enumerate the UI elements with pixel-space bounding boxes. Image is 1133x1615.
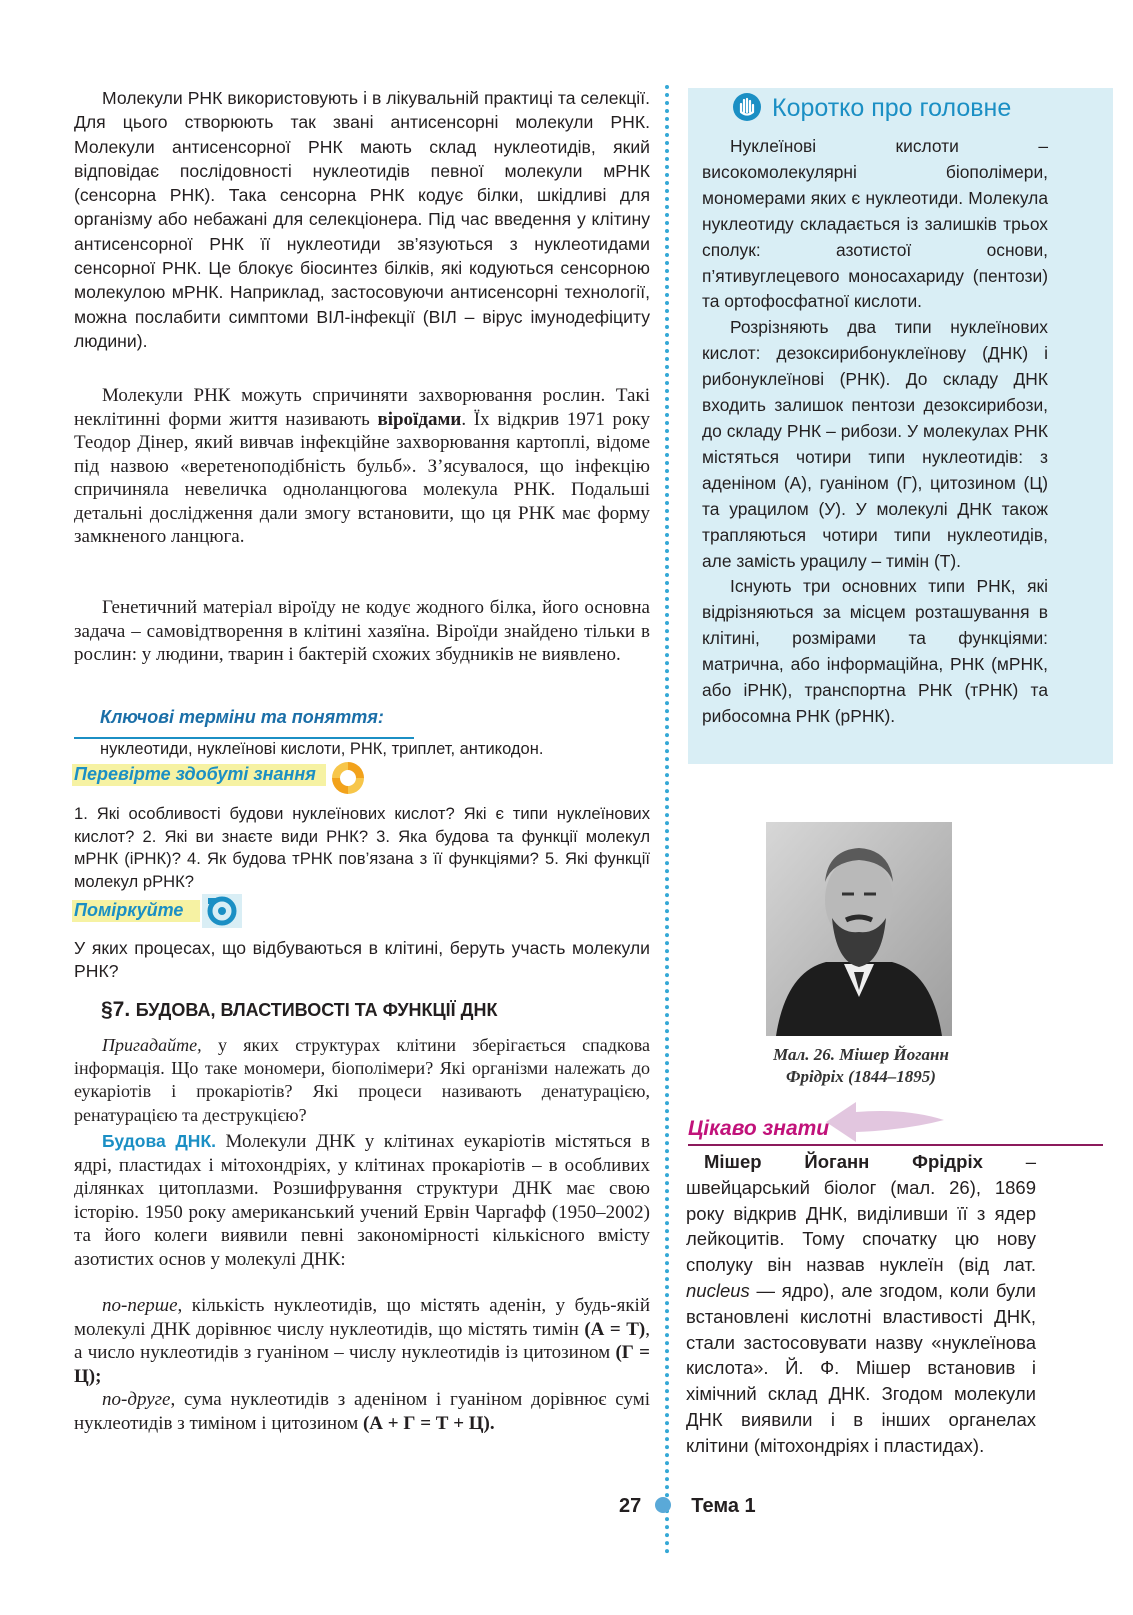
think-icon [202, 894, 242, 928]
interest-text-a: – швейцарський біолог (мал. 26), 1869 року відкрив ДНК, виділивши її з ядер лейкоцитів. Тому спочатку цю нову сполуку він назвав нуклеїн (від лат. [686, 1151, 1036, 1276]
check-knowledge-questions: 1. Які особливості будови нуклеїнових кислот? Які є типи нуклеїнових кислот? 2. Які ви знаєте види РНК? 3. Яка будова та функції молекул мРНК (іРНК)? 4. Як будова тРНК пов’язана з її функціями? 5. Які функції молекул рРНК? [74, 804, 650, 891]
arrow-icon [826, 1100, 946, 1142]
summary-p1: Нуклеїнові кислоти – високомолекулярні біополімери, мономерами яких є нуклеотиди. Молекула нуклеотиду складається із залишків трьох сполук: азотистої основи, п’ятивуглецевого моносахариду (пентози) та ортофосфатної кислоти. [702, 136, 1048, 312]
think-question: У яких процесах, що відбуваються в клітині, беруть участь молекули РНК? [74, 938, 650, 981]
dna-structure-heading: Будова ДНК. [102, 1131, 216, 1151]
interest-text [686, 1149, 1036, 1459]
interest-name: Мішер Йоганн Фрідріх [704, 1151, 983, 1172]
viroids-text-b: . Їх відкрив 1971 року Теодор Дінер, який вивчав інфекційне захворювання картоплі, відоме під назвою «веретеноподібність бульб». З’ясувалося, що інфекцію спричиняла невеличка одноланцюгова молекула РНК. Подальші детальні дослідження дали змогу встановити, що ця РНК має форму замкненого ланцюга. [74, 408, 650, 547]
viroids-text-a: Молекули РНК можуть спричиняти захворювання рослин. Такі неклітинні форми життя називають [74, 385, 650, 430]
recall-lead: Пригадайте, [102, 1035, 202, 1055]
paragraph-viroids [74, 384, 650, 549]
chargaff-rule-1 [74, 1294, 650, 1388]
rule-1-eq-at: (А = Т) [584, 1318, 646, 1340]
section-number: §7. [101, 998, 131, 1021]
page-number: 27 [619, 1495, 642, 1517]
rule-1-lead: по-перше [102, 1295, 178, 1316]
section-title [101, 998, 497, 1022]
topic-label: Тема 1 [691, 1495, 756, 1517]
rule-2-eq: (А + Г = Т + Ц). [362, 1412, 495, 1434]
rule-2-text: , сума нуклеотидів з аденіном і гуаніном дорівнює сумі нуклеотидів з тиміном і цитозином [74, 1389, 650, 1434]
interest-underline [688, 1144, 1103, 1146]
rule-1-eq-gc: (Г = Ц); [74, 1342, 651, 1387]
caption-line-1: Мал. 26. Мішер Йоганн [773, 1045, 949, 1064]
summary-p2: Розрізняють два типи нуклеїнових кислот: дезоксирибонуклеїнову (ДНК) і рибонуклеїнові (РНК). До складу ДНК входить залишок пентози дезоксирибози, до складу РНК – рибози. У молекулах РНК містяться чотири типи нуклеотидів: з аденіном (А), гуаніном (Г), цитозином (Ц) та урацилом (У). У молекулі ДНК також трапляються чотири типи нуклеотидів, але замість урацилу – тимін (Т). [702, 317, 1048, 571]
portrait-miescher [766, 822, 952, 1036]
rule-2-lead: по-друге [102, 1389, 171, 1410]
summary-title: Коротко про головне [772, 94, 1012, 122]
think-heading: Поміркуйте [74, 900, 184, 920]
caption-line-2: Фрідріх (1844–1895) [786, 1067, 936, 1086]
paragraph-rna-therapy: Молекули РНК використовують і в лікувальній практиці та селекції. Для цього створюють так звані антисенсорні молекули РНК. Молекули антисенсорної РНК мають склад нуклеотидів, який відповідає послідовності нуклеотидів певної молекули мРНК (сенсорна РНК). Така сенсорна РНК кодує білки, шкідливі для організму або небажані для селекціонера. Під час введення у клітину антисенсорної РНК її нуклеотиди зв’язуються з нуклеотидами сенсорної РНК. Це блокує біосинтез білків, які кодуються сенсорною молекулою мРНК. Наприклад, застосовуючи антисенсорні технології, можна послабити симптоми ВІЛ-інфекції (ВІЛ – вірус імунодефіциту людини). [74, 88, 650, 351]
column-divider [665, 85, 669, 1555]
page-footer [619, 1495, 756, 1518]
footer-dot-icon [655, 1497, 671, 1513]
interest-latin: nucleus [686, 1279, 750, 1301]
rule-1-text-a: , кількість нуклеотидів, що містять аденін, у будь-якій молекулі ДНК дорівнює числу нуклеотидів, що містять тимін [74, 1295, 650, 1340]
dna-structure-paragraph [74, 1130, 650, 1271]
key-terms-heading: Ключові терміни та поняття: [100, 707, 384, 727]
viroids-term: віроїдами [377, 408, 462, 430]
spiral-icon [328, 758, 368, 798]
key-terms-text: нуклеотиди, нуклеїнові кислоти, РНК, триплет, антикодон. [100, 740, 544, 758]
dna-structure-text: Молекули ДНК у клітинах еукаріотів містяться в ядрі, пластидах і мітохондріях, у клітинах прокаріотів – в особливих ділянках цитоплазми. Розшифрування структури ДНК має свою історію. 1950 року американський учений Ервін Чаргафф (1950–2002) та його колеги виявили певні закономірності кількісного вмісту азотистих основ у молекулі ДНК: [74, 1131, 651, 1270]
interest-heading: Цікаво знати [688, 1117, 830, 1140]
recall-paragraph [74, 1034, 650, 1127]
recall-text: у яких структурах клітини зберігається спадкова інформація. Що таке мономери, біополімери? Які організми належать до еукаріотів і прокаріотів? Які процеси називають денатурацією, ренатурацією та деструкцією? [74, 1035, 650, 1125]
figure-caption [743, 1044, 979, 1088]
summary-p3: Існують три основних типи РНК, які відрізняються за місцем розташування в клітині, розмірами та функціями: матрична, або інформаційна, РНК (мРНК, або іРНК), транспортна РНК (тРНК) та рибосомна РНК (рРНК). [702, 576, 1048, 726]
interest-text-b: — ядро), але згодом, коли були встановлені кислотні властивості ДНК, стали застосовувати назву «нуклеїнова кислота». Й. Ф. Мішер встановив і хімічний склад ДНК. Згодом молекули ДНК виявили і в інших органелах клітини (мітохондріях і пластидах). [686, 1279, 1036, 1456]
hand-icon [732, 92, 762, 122]
summary-text [702, 134, 1048, 730]
rule-1-text-b: , а число нуклеотидів з гуаніном – числу нуклеотидів із цитозином [74, 1318, 651, 1363]
chargaff-rule-2 [74, 1388, 650, 1435]
section-title-text: БУДОВА, ВЛАСТИВОСТІ ТА ФУНКЦІЇ ДНК [135, 1000, 498, 1020]
paragraph-viroid-genetics: Генетичний матеріал віроїду не кодує жодного білка, його основна задача – самовідтворення в клітині хазяїна. Віроїди знайдено тільки в рослин: у людини, тварин і бактерій схожих збудників не виявлено. [74, 597, 650, 665]
check-knowledge-heading: Перевірте здобуті знання [74, 764, 316, 784]
